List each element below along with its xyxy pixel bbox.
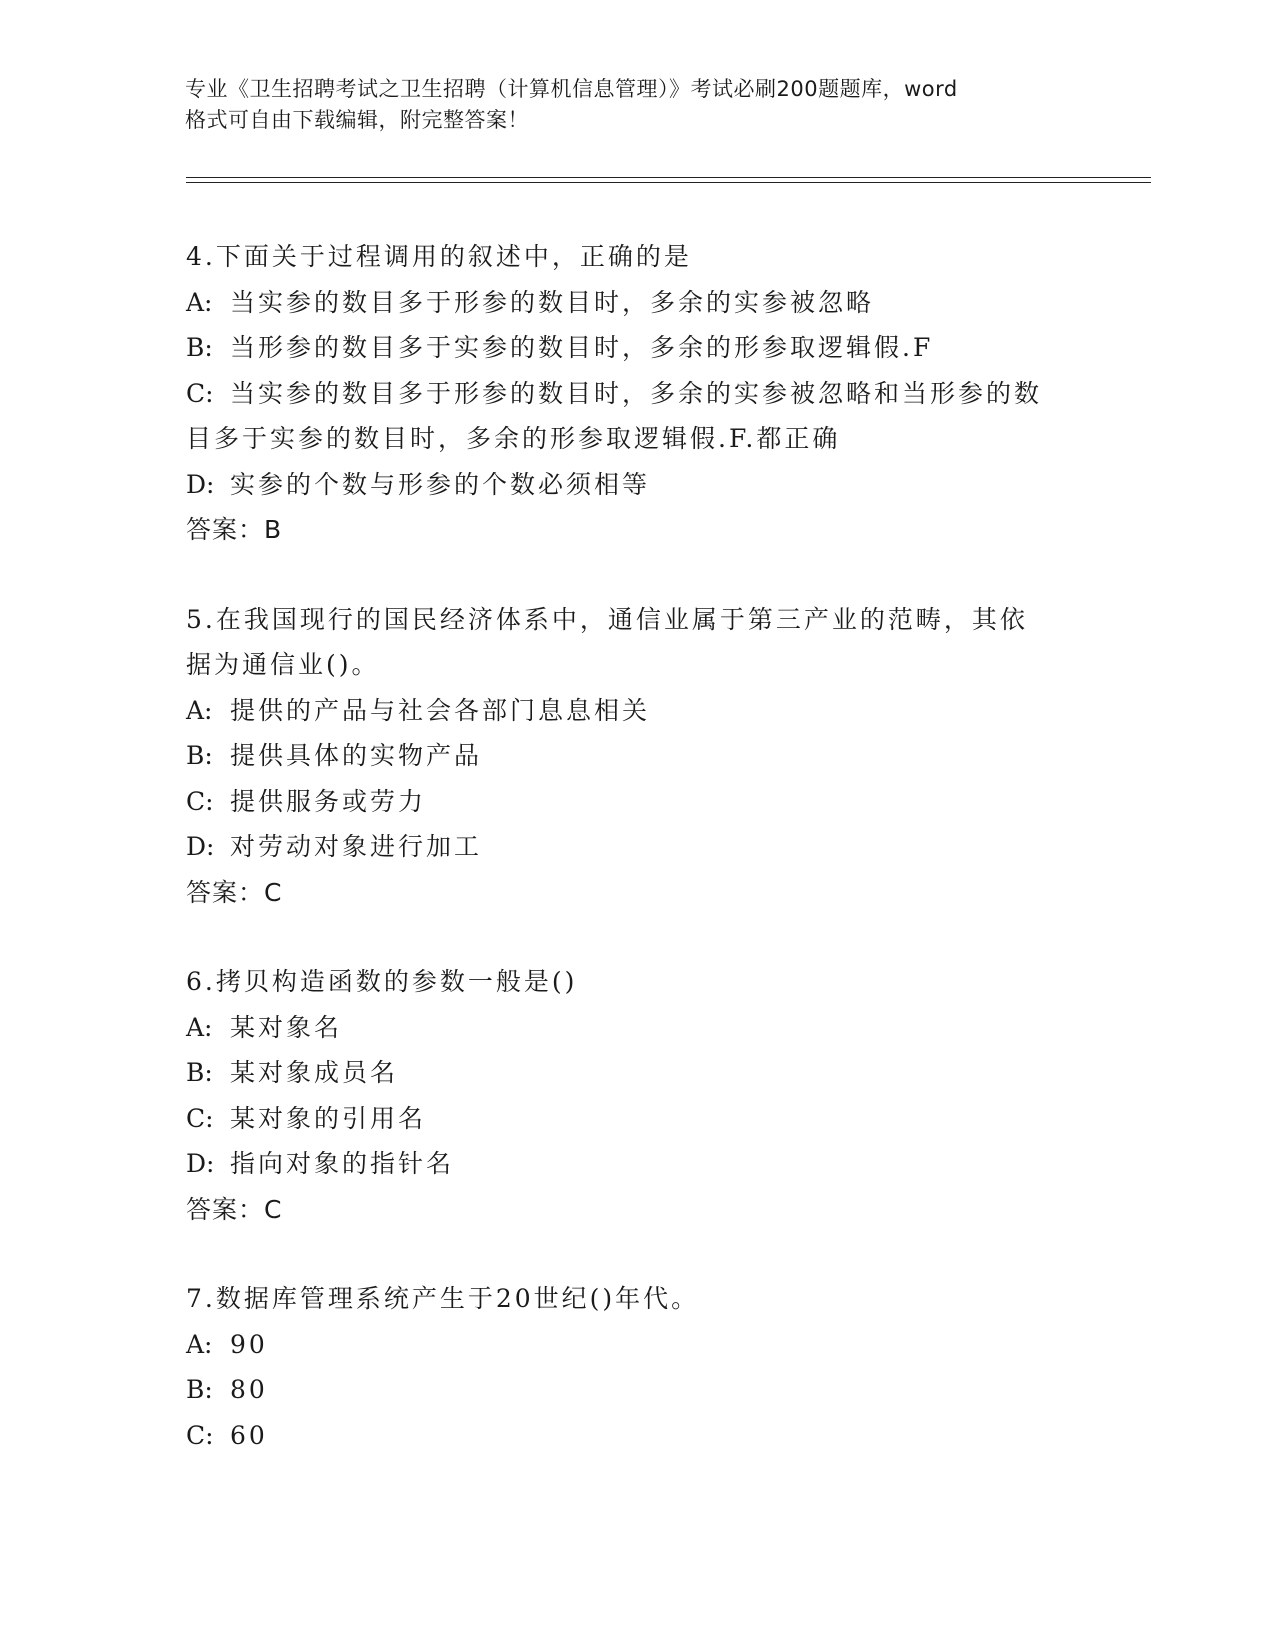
option-letter: A: <box>186 1329 213 1359</box>
answer-key: 答案：C <box>186 877 283 907</box>
answer-option <box>186 371 1086 417</box>
answer-key: 答案：B <box>186 515 283 544</box>
answer-option <box>186 1096 1086 1142</box>
header-line-1: 专业《卫生招聘考试之卫生招聘（计算机信息管理）》考试必刷200题题库，word <box>185 77 958 101</box>
option-text: 提供的产品与社会各部门息息相关 <box>230 695 651 725</box>
option-letter: D: <box>186 1149 215 1178</box>
option-letter: A: <box>186 1012 213 1042</box>
question-block <box>186 1276 1086 1458</box>
option-text: 某对象成员名 <box>230 1058 399 1087</box>
option-text: 对劳动对象进行加工 <box>230 832 483 861</box>
question-block <box>186 959 1086 1232</box>
option-text: 目多于实参的数目时，多余的形参取逻辑假.F.都正确 <box>186 424 841 453</box>
question-stem: 5.在我国现行的国民经济体系中，通信业属于第三产业的范畴，其依 <box>186 604 1028 634</box>
option-letter: D: <box>186 832 215 861</box>
option-text: 实参的个数与形参的个数必须相等 <box>230 469 651 499</box>
option-letter: B: <box>186 741 213 770</box>
option-text: 当实参的数目多于形参的数目时，多余的实参被忽略 <box>230 287 875 317</box>
question-stem: 据为通信业()。 <box>186 650 380 679</box>
option-text: 提供具体的实物产品 <box>230 741 483 770</box>
option-text: 80 <box>230 1375 268 1404</box>
header-line-2: 格式可自由下载编辑，附完整答案！ <box>185 108 529 132</box>
option-text: 指向对象的指针名 <box>230 1149 455 1178</box>
answer-option <box>186 688 1086 734</box>
option-text: 当实参的数目多于形参的数目时，多余的实参被忽略和当形参的数 <box>230 378 1043 408</box>
option-letter: B: <box>186 1375 213 1404</box>
question-stem: 6.拷贝构造函数的参数一般是() <box>186 967 578 996</box>
answer-option <box>186 325 1086 371</box>
answer-option <box>186 1367 1086 1413</box>
answer-option <box>186 779 1086 825</box>
option-letter: D: <box>186 469 215 499</box>
option-letter: C: <box>186 1103 214 1133</box>
answer-option <box>186 824 1086 870</box>
option-letter: C: <box>186 1420 214 1450</box>
answer-option <box>186 1005 1086 1051</box>
answer-option <box>186 1322 1086 1368</box>
answer-option <box>186 1413 1086 1459</box>
question-block <box>186 234 1086 553</box>
question-list <box>186 234 1086 1502</box>
question-stem: 7.数据库管理系统产生于20世纪()年代。 <box>186 1284 700 1313</box>
question-stem: 4.下面关于过程调用的叙述中，正确的是 <box>186 242 692 271</box>
option-letter: C: <box>186 378 214 408</box>
option-letter: B: <box>186 333 213 362</box>
header-divider-bottom <box>186 182 1151 183</box>
option-letter: B: <box>186 1058 213 1087</box>
option-letter: A: <box>186 287 213 317</box>
option-text: 某对象名 <box>230 1012 343 1042</box>
answer-option <box>186 1141 1086 1187</box>
option-text: 当形参的数目多于实参的数目时，多余的形参取逻辑假.F <box>230 333 934 362</box>
option-text: 60 <box>230 1420 268 1450</box>
option-text: 提供服务或劳力 <box>230 786 427 816</box>
answer-option <box>186 733 1086 779</box>
document-header <box>185 74 1085 136</box>
question-block <box>186 597 1086 916</box>
option-letter: A: <box>186 695 213 725</box>
option-text: 某对象的引用名 <box>230 1103 427 1133</box>
answer-option <box>186 416 1086 462</box>
answer-option <box>186 462 1086 508</box>
option-text: 90 <box>230 1329 268 1359</box>
answer-option <box>186 1050 1086 1096</box>
option-letter: C: <box>186 786 214 816</box>
header-divider-top <box>186 177 1151 178</box>
answer-key: 答案：C <box>186 1194 283 1224</box>
answer-option <box>186 280 1086 326</box>
